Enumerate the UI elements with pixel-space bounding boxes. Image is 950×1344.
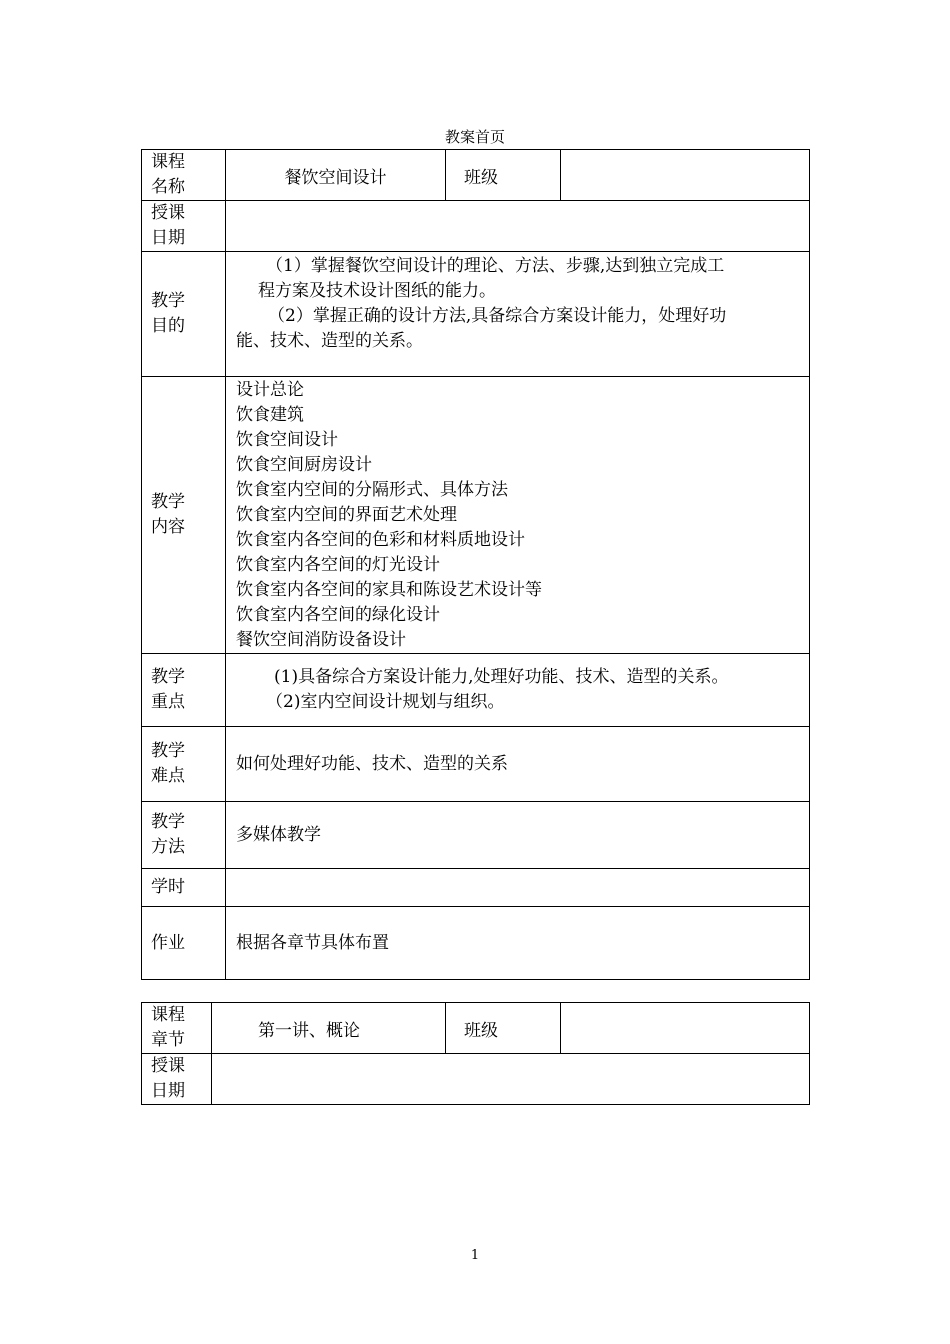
keypoint-1: (1)具备综合方案设计能力,处理好功能、技术、造型的关系。 (274, 667, 729, 687)
chapter-table (141, 1002, 810, 1105)
homework-label: 作业 (142, 907, 226, 980)
list-item: 设计总论 (236, 380, 304, 400)
list-item: 饮食空间厨房设计 (236, 455, 372, 475)
lesson-plan-table (141, 149, 810, 980)
page-number: 1 (470, 1248, 480, 1263)
course-name-row (142, 150, 810, 201)
hours-row (142, 869, 810, 907)
content-row (142, 377, 810, 654)
method-value: 多媒体教学 (226, 802, 810, 869)
keypoint-text (226, 654, 810, 727)
list-item: 餐饮空间消防设备设计 (236, 630, 406, 650)
list-item: 饮食室内各空间的色彩和材料质地设计 (236, 530, 525, 550)
list-item: 饮食室内各空间的灯光设计 (236, 555, 440, 575)
class-label: 班级 (446, 150, 561, 201)
difficulty-row (142, 727, 810, 802)
method-label: 教学 方法 (142, 802, 226, 869)
homework-row (142, 907, 810, 980)
objective-1-line-2: 程方案及技术设计图纸的能力。 (258, 281, 496, 301)
method-row (142, 802, 810, 869)
date-value (226, 201, 810, 252)
chapter-value: 第一讲、概论 (212, 1003, 446, 1054)
list-item: 饮食室内各空间的绿化设计 (236, 605, 440, 625)
date-value (212, 1054, 810, 1105)
date-label: 授课 日期 (142, 201, 226, 252)
chapter-label: 课程 章节 (142, 1003, 212, 1054)
list-item: 饮食室内空间的分隔形式、具体方法 (236, 480, 508, 500)
date-label: 授课 日期 (142, 1054, 212, 1105)
course-name-value: 餐饮空间设计 (226, 150, 446, 201)
objective-row (142, 252, 810, 377)
hours-value (226, 869, 810, 907)
content-label: 教学 内容 (142, 377, 226, 654)
date-row (142, 201, 810, 252)
hours-label: 学时 (142, 869, 226, 907)
list-item: 饮食建筑 (236, 405, 304, 425)
objective-2-line-1: （2）掌握正确的设计方法,具备综合方案设计能力，处理好功 (268, 306, 727, 326)
keypoint-label: 教学 重点 (142, 654, 226, 727)
date-row (142, 1054, 810, 1105)
course-name-label: 课程 名称 (142, 150, 226, 201)
class-value (561, 1003, 810, 1054)
list-item: 饮食室内各空间的家具和陈设艺术设计等 (236, 580, 542, 600)
objective-2-line-2: 能、技术、造型的关系。 (236, 331, 423, 351)
objective-text (226, 252, 810, 377)
difficulty-value: 如何处理好功能、技术、造型的关系 (226, 727, 810, 802)
list-item: 饮食空间设计 (236, 430, 338, 450)
keypoint-2: （2)室内空间设计规划与组织。 (266, 692, 505, 712)
list-item: 饮食室内空间的界面艺术处理 (236, 505, 457, 525)
class-value (561, 150, 810, 201)
homework-value: 根据各章节具体布置 (226, 907, 810, 980)
page-title: 教案首页 (444, 128, 505, 146)
objective-1-line-1: （1）掌握餐饮空间设计的理论、方法、步骤,达到独立完成工 (266, 256, 725, 276)
class-label: 班级 (446, 1003, 561, 1054)
keypoint-row (142, 654, 810, 727)
objective-label: 教学 目的 (142, 252, 226, 377)
chapter-row (142, 1003, 810, 1054)
difficulty-label: 教学 难点 (142, 727, 226, 802)
content-list (226, 377, 810, 654)
